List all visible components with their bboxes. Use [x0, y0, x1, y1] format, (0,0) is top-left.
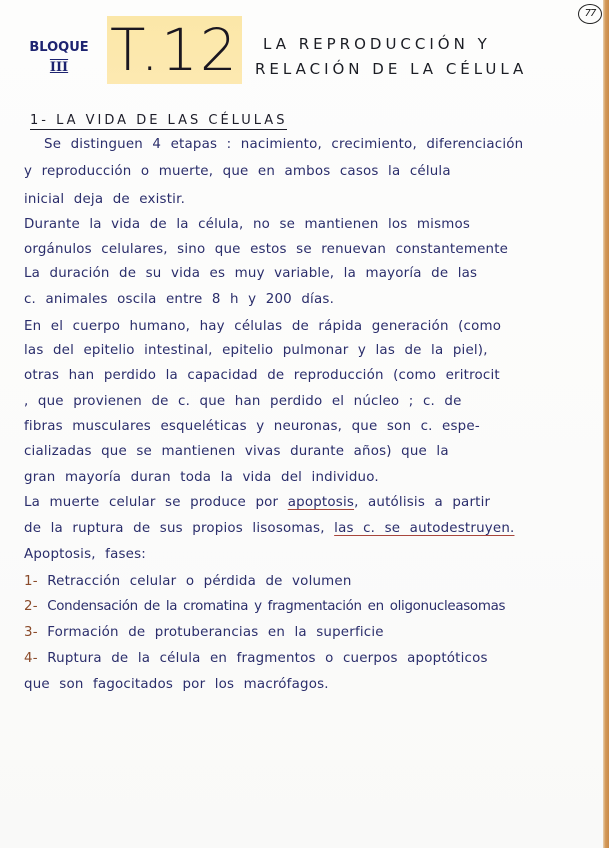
text-line: , que provienen de c. que han perdido el núcleo ; c. de — [24, 394, 462, 409]
section-heading: 1- LA VIDA DE LAS CÉLULAS — [30, 113, 288, 128]
text-line: En el cuerpo humano, hay células de rápida generación (como — [24, 319, 502, 334]
topic-code-highlight: T.12 — [107, 16, 242, 84]
phase-item — [24, 596, 505, 618]
underlined-term-apoptosis: apoptosis — [287, 495, 355, 510]
phase-number: 1- — [24, 574, 38, 589]
text-line: orgánulos celulares, sino que estos se renuevan constantemente — [24, 242, 509, 257]
phase-item — [24, 648, 488, 670]
text-line: Se distinguen 4 etapas : nacimiento, crecimiento, diferenciación — [44, 137, 524, 152]
text-line: las del epitelio intestinal, epitelio pulmonar y las de la piel), — [24, 343, 488, 358]
phase-number: 3- — [24, 625, 38, 640]
underlined-phrase: las c. se autodestruyen. — [334, 521, 515, 536]
text-line: que son fagocitados por los macrófagos. — [24, 677, 329, 692]
phase-number: 4- — [24, 651, 38, 666]
text-fragment: , autólisis a partir — [354, 495, 491, 510]
text-line: otras han perdido la capacidad de reproducción (como eritrocit — [24, 368, 500, 383]
text-fragment: La muerte celular se produce por — [24, 495, 279, 510]
phase-text: Ruptura de la célula en fragmentos o cuerpos apoptóticos — [47, 651, 488, 666]
bloque-text: BLOQUE — [29, 40, 89, 55]
phase-text: Retracción celular o pérdida de volumen — [47, 574, 352, 589]
text-line: Durante la vida de la célula, no se mantienen los mismos — [24, 217, 471, 232]
text-line — [24, 492, 490, 514]
text-line: y reproducción o muerte, que en ambos casos la célula — [24, 164, 451, 179]
page-number: 77 — [578, 4, 602, 24]
phase-text: Condensación de la cromatina y fragmentación en oligonucleasomas — [47, 599, 506, 614]
text-line: fibras musculares esqueléticas y neuronas, que son c. espe- — [24, 419, 480, 434]
phase-number: 2- — [24, 599, 38, 614]
bloque-number: III — [49, 60, 69, 75]
text-line: inicial deja de existir. — [24, 192, 186, 207]
topic-code — [107, 18, 242, 82]
page-title — [255, 32, 527, 82]
phase-text: Formación de protuberancias en la superficie — [47, 625, 384, 640]
phase-item — [24, 571, 352, 593]
page-edge-strip — [603, 0, 609, 848]
text-line: gran mayoría duran toda la vida del individuo. — [24, 470, 379, 485]
text-line: c. animales oscila entre 8 h y 200 días. — [24, 292, 335, 307]
phase-item — [24, 622, 384, 644]
text-line: Apoptosis, fases: — [24, 547, 147, 562]
bloque-label — [27, 38, 91, 78]
text-fragment: de la ruptura de sus propios lisosomas, — [24, 521, 325, 536]
text-line: La duración de su vida es muy variable, la mayoría de las — [24, 266, 478, 281]
text-line: cializadas que se mantienen vivas durante años) que la — [24, 444, 449, 459]
title-line-1: LA REPRODUCCIÓN Y — [263, 35, 491, 53]
text-line — [24, 518, 514, 540]
title-line-2: RELACIÓN DE LA CÉLULA — [255, 60, 528, 78]
